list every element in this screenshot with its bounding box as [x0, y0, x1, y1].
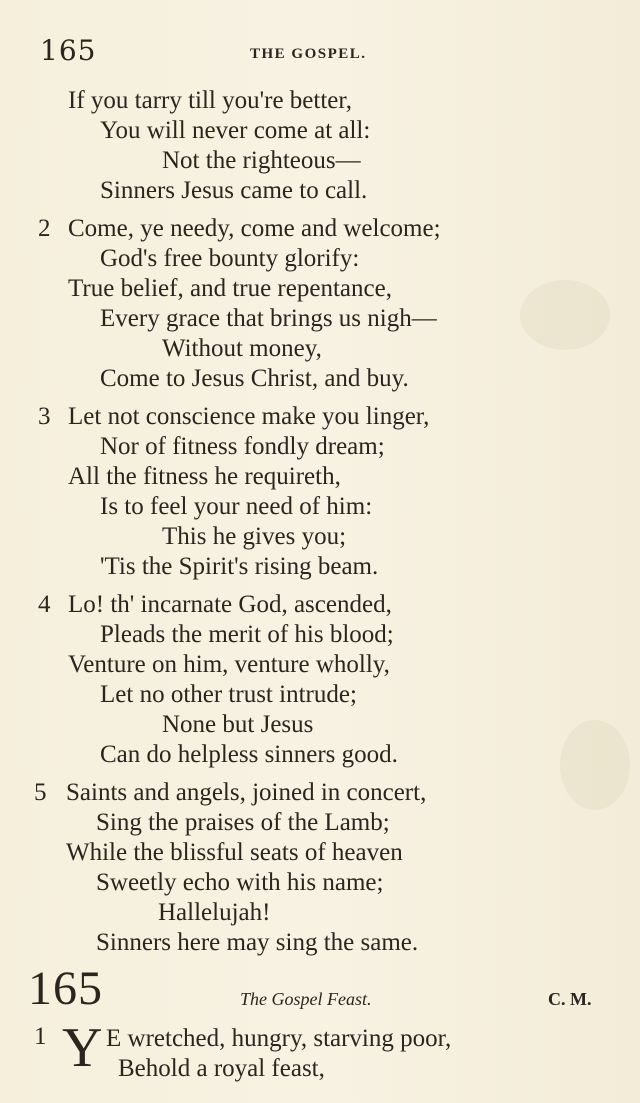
verse-number: 2: [38, 215, 51, 242]
page-number: 165: [40, 34, 97, 67]
verse-number: 3: [38, 403, 51, 430]
verse-line: Nor of fitness fondly dream;: [100, 433, 385, 460]
hymn-meter: C. M.: [548, 989, 592, 1009]
verse-line: Hallelujah!: [158, 899, 271, 926]
verse-line: True belief, and true repentance,: [68, 275, 392, 302]
verse-line: Let not conscience make you linger,: [68, 403, 430, 430]
verse-line: Pleads the merit of his blood;: [100, 621, 394, 648]
verse-line: 'Tis the Spirit's rising beam.: [100, 553, 379, 580]
verse-line: If you tarry till you're better,: [68, 87, 352, 114]
verse-line: Saints and angels, joined in concert,: [66, 779, 427, 806]
verse-line: Is to feel your need of him:: [100, 493, 373, 520]
paper-stain: [520, 280, 610, 350]
verse-line: Not the righteous—: [162, 147, 361, 174]
verse-line: Sweetly echo with his name;: [96, 869, 384, 896]
verse-line: Lo! th' incarnate God, ascended,: [68, 591, 392, 618]
verse-line: Behold a royal feast,: [118, 1055, 325, 1082]
verse-line: While the blissful seats of heaven: [66, 839, 403, 866]
verse-line: This he gives you;: [162, 523, 347, 550]
verse-line: Can do helpless sinners good.: [100, 741, 398, 768]
running-title: THE GOSPEL.: [250, 46, 367, 62]
hymn-title: The Gospel Feast.: [240, 989, 372, 1009]
verse-line: Sinners Jesus came to call.: [100, 177, 368, 204]
verse-line: Sinners here may sing the same.: [96, 929, 419, 956]
verse-line: Without money,: [162, 335, 322, 362]
verse-line: E wretched, hungry, starving poor,: [106, 1025, 452, 1052]
verse-line: Come, ye needy, come and welcome;: [68, 215, 441, 242]
verse-line: Sing the praises of the Lamb;: [96, 809, 390, 836]
verse-line: Let no other trust intrude;: [100, 681, 357, 708]
verse-line: God's free bounty glorify:: [100, 245, 360, 272]
verse-number: 5: [34, 779, 47, 806]
verse-line: Every grace that brings us nigh—: [100, 305, 437, 332]
verse-line: All the fitness he requireth,: [68, 463, 341, 490]
paper-stain: [560, 720, 630, 810]
verse-number: 4: [38, 591, 51, 618]
hymn-number: 165: [28, 962, 103, 1015]
verse-line: You will never come at all:: [100, 117, 371, 144]
drop-cap: Y: [62, 1017, 103, 1079]
verse-line: None but Jesus: [162, 711, 314, 738]
verse-line: Venture on him, venture wholly,: [68, 651, 390, 678]
verse-line: Come to Jesus Christ, and buy.: [100, 365, 409, 392]
verse-number: 1: [34, 1023, 47, 1050]
